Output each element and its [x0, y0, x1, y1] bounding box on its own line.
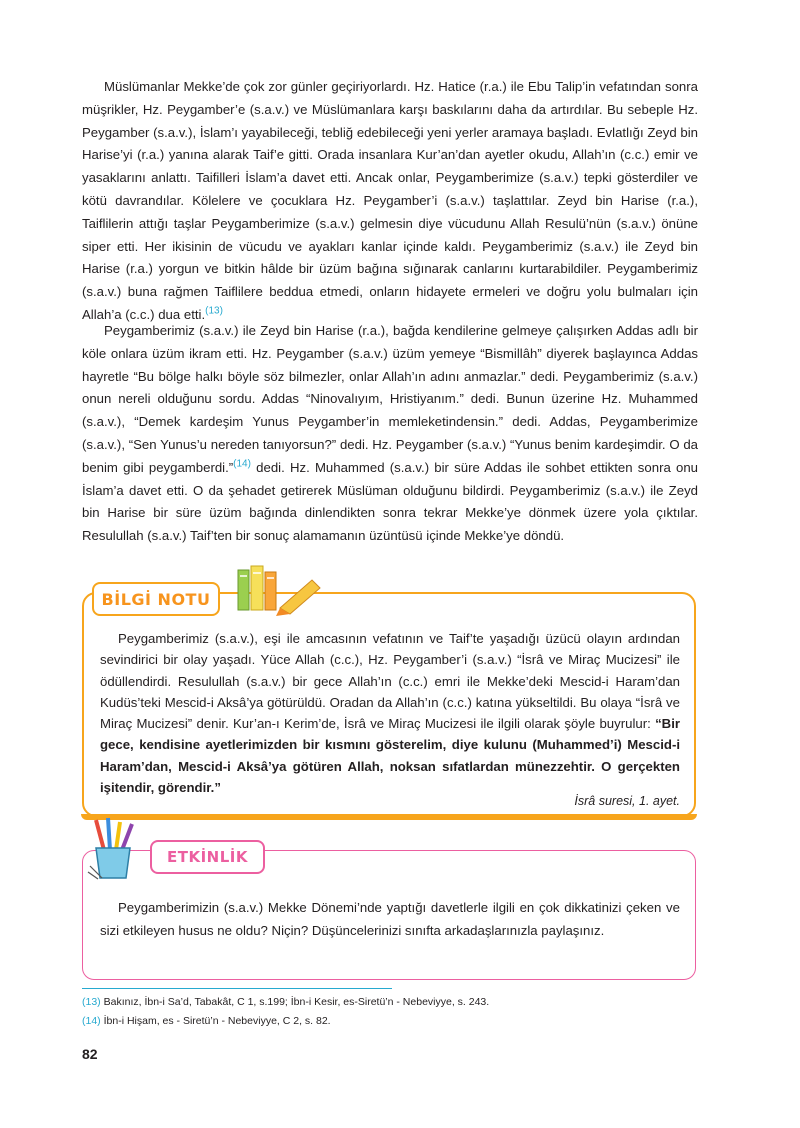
footnote-ref-13[interactable]: (13) — [205, 305, 223, 317]
verse-source: İsrâ suresi, 1. ayet. — [574, 794, 680, 808]
footnote-ref-14[interactable]: (14) — [233, 458, 251, 470]
activity-title: ETKİNLİK — [167, 848, 248, 866]
activity-text: Peygamberimizin (s.a.v.) Mekke Dönemi’nde yaptığı davetlerle ilgili en çok dikkatinizi çeken ve sizi etkileyen husus ne oldu? Niçin? Düşüncelerinizi sınıfta arkadaşlarınızla paylaşınız. — [100, 900, 680, 938]
footnote-13: (13) Bakınız, İbn-i Sa’d, Tabakât, C 1, s.199; İbn-i Kesir, es-Siretü’n - Nebeviyye, s. 243. — [82, 996, 490, 1008]
footnote-14: (14) İbn-i Hişam, es - Siretü’n - Nebeviyye, C 2, s. 82. — [82, 1015, 331, 1027]
info-note-text: Peygamberimiz (s.a.v.), eşi ile amcasının vefatının ve Taif’te yaşadığı üzücü olayın ardından sevindirici bir olay yaşadı. Yüce Allah (c.c.), Hz. Peygamber’i (s.a.v.) “İsrâ ve Miraç Mucizesi” ile ödüllendirdi. Resulullah (s.a.v.) bir gece Allah’ın (c.c.) emri ile Mekke’deki Mescid-i Haram’dan Kudüs’teki Mescid-i Aksâ’ya götürüldü. Oradan da Allah’ın (c.c.) katına yükseltildi. Bu olaya “İsrâ ve Miraç Mucizesi” denir. Kur’an-ı Kerim’de, İsrâ ve Miraç Mucizesi ile ilgili olarak şöyle buyrulur: “Bir gece, kendisine ayetlerimizden bir kısmını gösterelim, diye kulunu (Muhammed’i) Mescid-i Haram’dan, Mescid-i Aksâ’ya götüren Allah, noksan sıfatlardan münezzehtir. O gerçekten işitendir, görendir.” — [100, 631, 680, 796]
paragraph-1: Müslümanlar Mekke’de çok zor günler geçiriyorlardı. Hz. Hatice (r.a.) ile Ebu Talip’in vefatından sonra müşrikler, Hz. Peygamber’e (s.a.v.) ve Müslümanlara karşı baskılarını daha da artırdılar. Bu sebeple Hz. Peygamber (s.a.v.), İslam’ı yayabileceği, tebliğ edebileceği yeni yerler aramaya başladı. Evlatlığı Zeyd bin Harise’yi (r.a.) yanına alarak Taif’e gitti. Orada insanlara Kur’an’dan ayetler okudu, Allah’ın (c.c.) emir ve yasaklarını anlattı. Taifilleri İslam’a davet etti. Ancak onlar, Peygamberimize (s.a.v.) tepki gösterdiler ve kötü davrandılar. Kölelere ve çocuklara Hz. Peygamber’i (s.a.v.) taşlattılar. Zeyd bin Harise (r.a.), Taiflilerin attığı taşlar Peygamberimize (s.a.v.) gelmesin diye vücudunu Allah Resulü’nün (s.a.v.) önüne siper etti. Her ikisinin de vücudu ve ayakları kanlar içinde kaldı. Peygamberimiz (s.a.v.) ile Zeyd bin Harise (r.a.) yorgun ve bitkin hâlde bir üzüm bağına sığınarak canlarını kurtarabildiler. Peygamberimiz (s.a.v.) buna rağmen Taiflilere beddua etmedi, onların hidayete ermeleri ve doğru yolu bulmaları için Allah’a (c.c.) dua etti.$^{(13)}$ — [82, 79, 698, 322]
activity-tab — [150, 840, 265, 874]
pencil-cup-icon — [86, 816, 144, 880]
footnote-divider — [82, 988, 392, 989]
books-icon — [232, 562, 324, 618]
quran-quote: “Bir gece, kendisine ayetlerimizden bir kısmını gösterelim, diye kulunu (Muhammed’i) Mescid-i Haram’dan, Mescid-i Aksâ’ya götüren Allah, noksan sıfatlardan münezzehtir. O gerçekten işitendir, görendir.” — [100, 716, 680, 796]
paragraph-2: Peygamberimiz (s.a.v.) ile Zeyd bin Harise (r.a.), bağda kendilerine gelmeye çalışırken Addas adlı bir köle onlara üzüm ikram etti. Hz. Peygamber (s.a.v.) üzüm yemeye “Bismillâh” diyerek başlayınca Addas hayretle “Bu bölge halkı böyle söz bilmezler, onlar Allah’ın adını anmazlar.” dedi. Peygamberimiz (s.a.v.) onun nereli olduğunu sordu. Addas “Ninovalıyım, Hristiyanım.” dedi. Bunun üzerine Hz. Muhammed (s.a.v.), “Demek kardeşim Yunus Peygamber’in memleketindensin.” dedi. Addas, Peygamberimize (s.a.v.), “Sen Yunus’u nereden tanıyorsun?” dedi. Hz. Peygamber (s.a.v.) “Yunus benim kardeşimdir. O da benim gibi peygamberdi.”$^{(14)}$ dedi. Hz. Muhammed (s.a.v.) bir süre Addas ile sohbet ettikten sonra onu İslam’a davet etti. O da şehadet getirerek Müslüman olduğunu bildirdi. Peygamberimiz (s.a.v.) ile Zeyd bin Harise bir süre üzüm bağında dinlendikten sonra tekrar Mekke’ye dönmek üzere yola çıktılar. Resulullah (s.a.v.) Taif’ten bir sonuç alamamanın üzüntüsü içinde Mekke’ye döndü. — [82, 323, 698, 544]
page-number: 82 — [82, 1046, 98, 1062]
info-note-tab — [92, 582, 220, 616]
info-note-title: BİLGİ NOTU — [101, 589, 211, 609]
